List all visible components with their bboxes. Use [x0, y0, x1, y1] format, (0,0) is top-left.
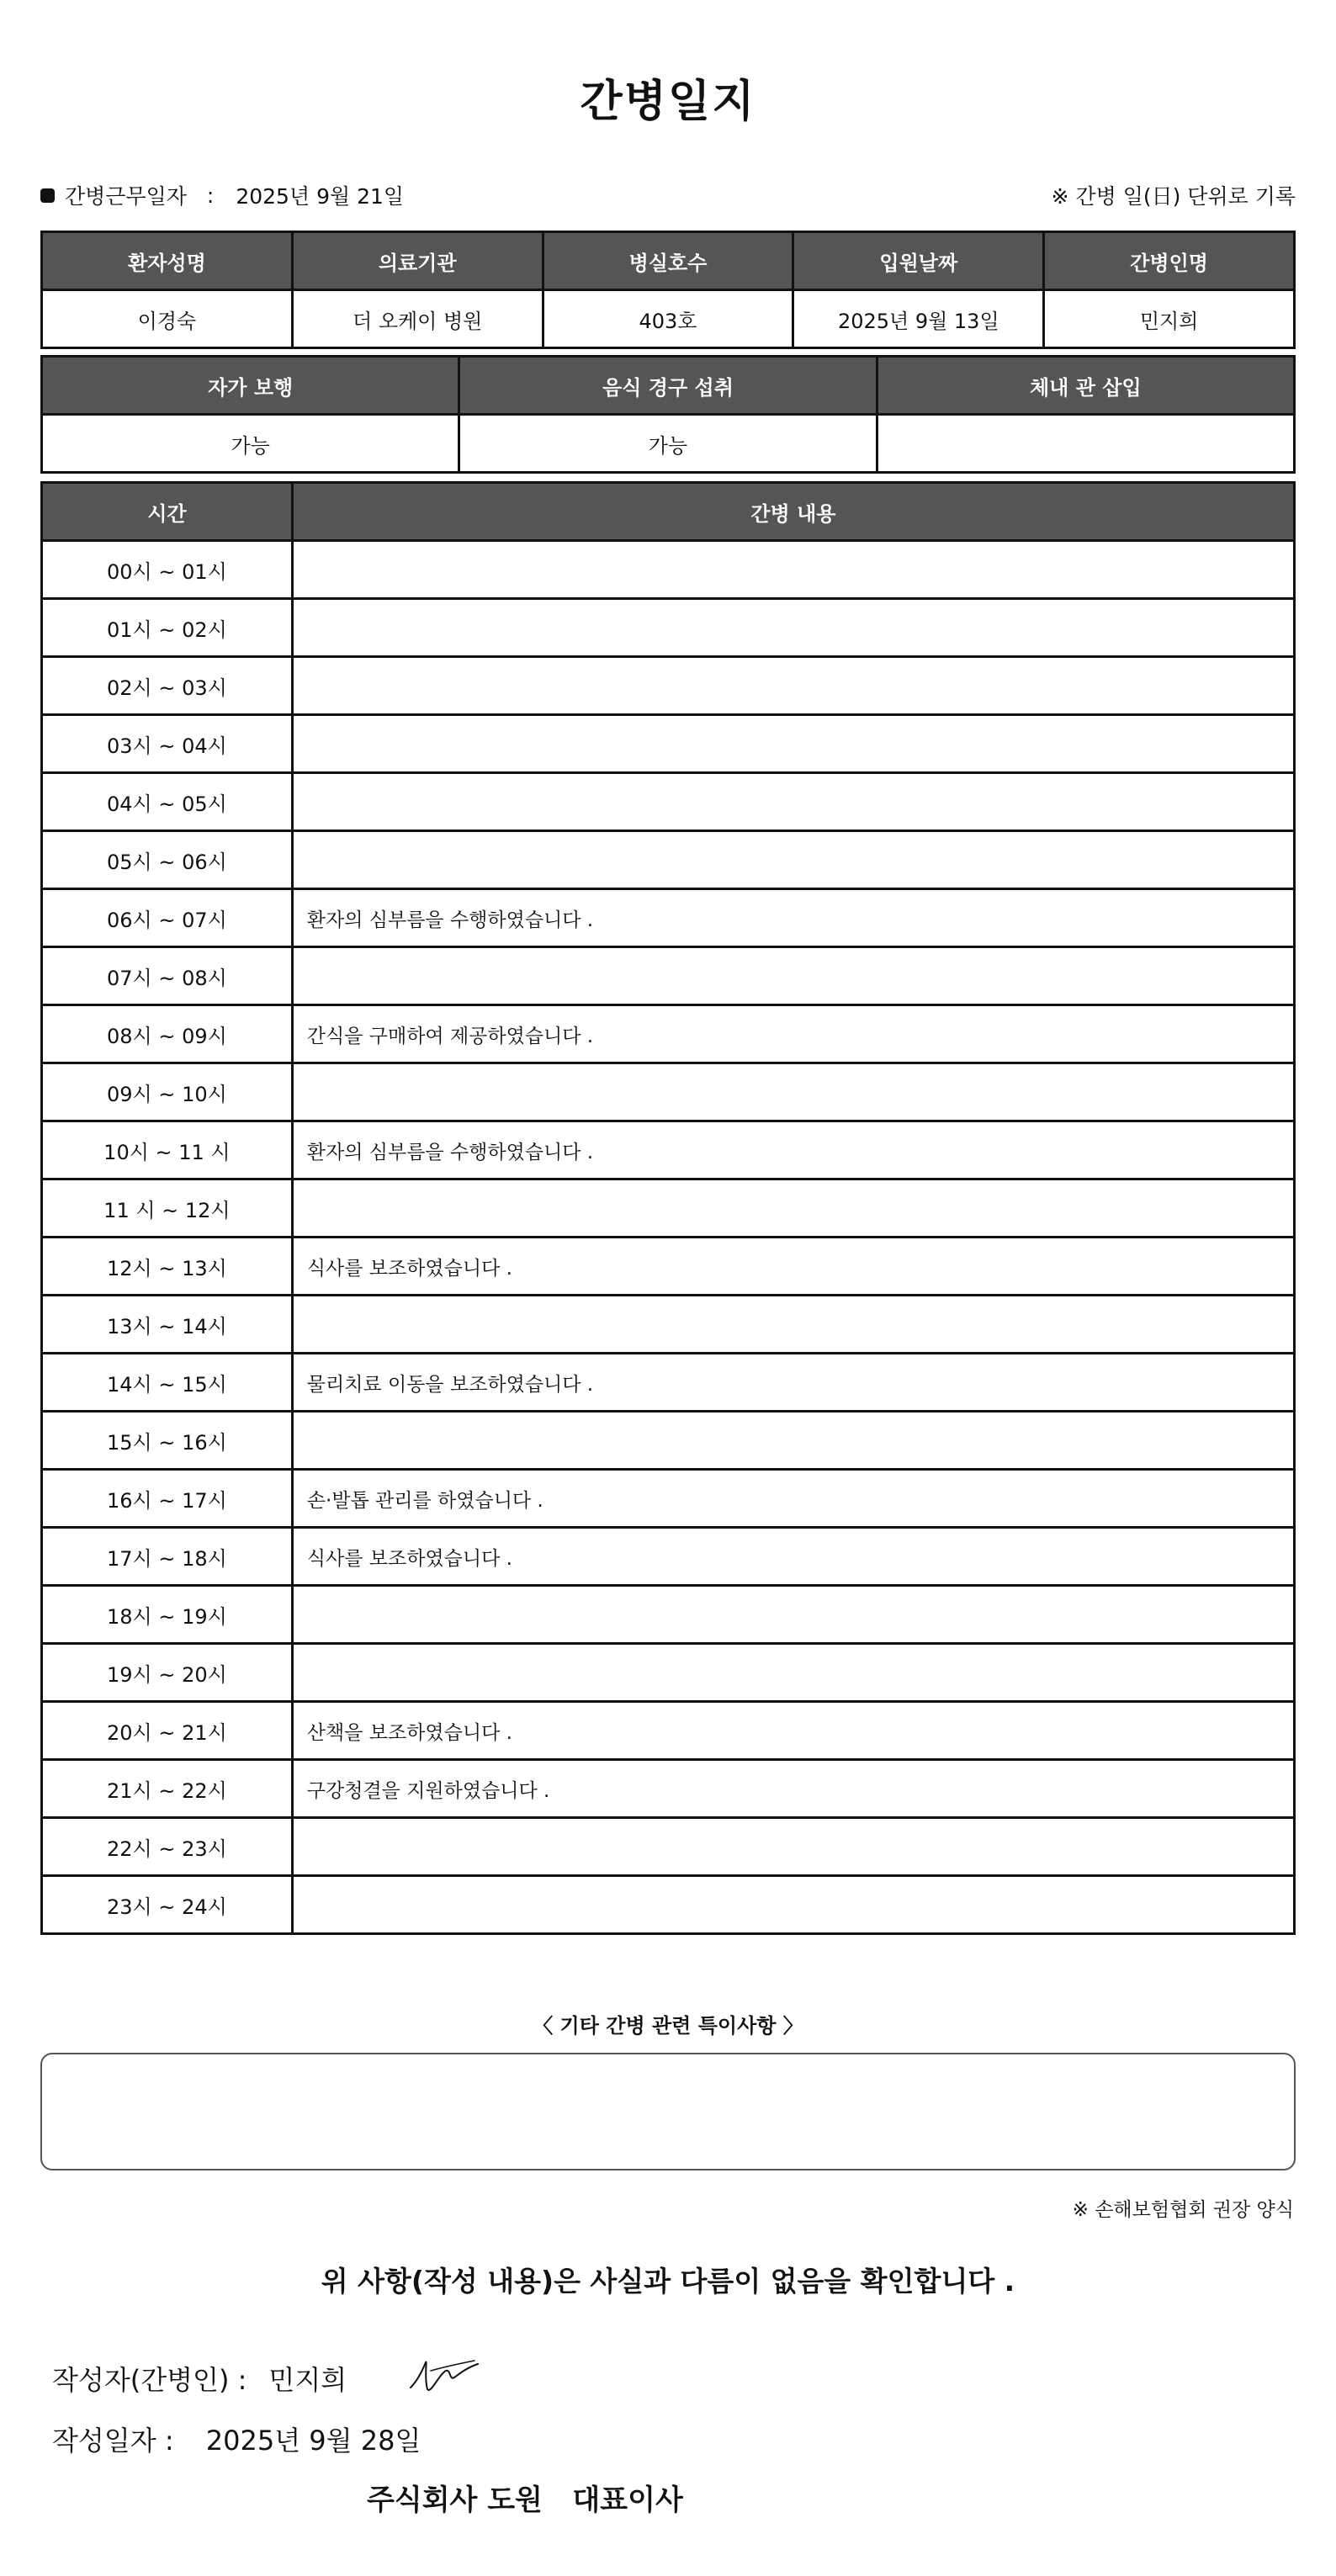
work-date-value: 2025년 9월 21일	[236, 184, 405, 209]
log-content-cell	[292, 1063, 1294, 1121]
recommended-form-note: ※ 손해보험협회 권장 양식	[1072, 2199, 1294, 2221]
log-row	[42, 1644, 1295, 1702]
patient-status-table	[40, 355, 1296, 474]
log-content-cell	[292, 1876, 1294, 1934]
log-row	[42, 1179, 1295, 1238]
misc-notes-box	[40, 2053, 1296, 2171]
log-content-cell	[292, 541, 1294, 599]
caregiver-name-value: 민지희	[1044, 290, 1295, 348]
log-content-cell: 환자의 심부름을 수행하였습니다 .	[292, 1121, 1294, 1179]
status-value-row	[42, 415, 1295, 473]
log-content-cell	[292, 947, 1294, 1005]
log-row	[42, 1528, 1295, 1586]
log-time-cell: 11 시 ~ 12시	[42, 1179, 293, 1238]
log-content-cell: 환자의 심부름을 수행하였습니다 .	[292, 889, 1294, 947]
header-admission-date: 입원날짜	[793, 232, 1044, 290]
log-content-cell	[292, 715, 1294, 773]
log-content-cell	[292, 1412, 1294, 1470]
company-representative: 주식회사 도원 대표이사	[367, 2483, 683, 2517]
patient-header-row	[42, 232, 1295, 290]
log-row	[42, 773, 1295, 831]
medical-institution-value: 더 오케이 병원	[292, 290, 543, 348]
log-content-cell: 물리치료 이동을 보조하였습니다 .	[292, 1354, 1294, 1412]
log-row	[42, 1412, 1295, 1470]
log-header-row	[42, 483, 1295, 541]
patient-value-row	[42, 290, 1295, 348]
square-bullet-icon	[40, 188, 55, 203]
header-medical-institution: 의료기관	[292, 232, 543, 290]
log-row	[42, 1760, 1295, 1818]
log-time-cell: 19시 ~ 20시	[42, 1644, 293, 1702]
writer-name: 민지희	[268, 2364, 347, 2396]
log-content-cell: 간식을 구매하여 제공하였습니다 .	[292, 1005, 1294, 1063]
log-content-cell	[292, 1296, 1294, 1354]
log-row	[42, 1876, 1295, 1934]
log-time-cell: 00시 ~ 01시	[42, 541, 293, 599]
log-time-cell: 10시 ~ 11 시	[42, 1121, 293, 1179]
log-row	[42, 1005, 1295, 1063]
log-time-cell: 16시 ~ 17시	[42, 1470, 293, 1528]
colon: :	[206, 183, 215, 208]
log-content-cell: 식사를 보조하였습니다 .	[292, 1528, 1294, 1586]
log-row	[42, 1702, 1295, 1760]
log-content-cell: 구강청결을 지원하였습니다 .	[292, 1760, 1294, 1818]
log-time-cell: 07시 ~ 08시	[42, 947, 293, 1005]
log-content-cell: 식사를 보조하였습니다 .	[292, 1238, 1294, 1296]
log-row	[42, 1470, 1295, 1528]
log-row	[42, 1063, 1295, 1121]
log-content-cell	[292, 831, 1294, 889]
status-header-row	[42, 357, 1295, 415]
log-content-cell: 손·발톱 관리를 하였습니다 .	[292, 1470, 1294, 1528]
oral-intake-value: 가능	[459, 415, 877, 473]
log-row	[42, 715, 1295, 773]
log-time-cell: 04시 ~ 05시	[42, 773, 293, 831]
header-time: 시간	[42, 483, 293, 541]
patient-name-value: 이경숙	[42, 290, 293, 348]
work-date-line	[40, 180, 404, 210]
log-content-cell	[292, 1179, 1294, 1238]
signature-icon	[406, 2352, 483, 2404]
misc-notes-title: 〈 기타 간병 관련 특이사항 〉	[533, 2014, 803, 2038]
log-time-cell: 09시 ~ 10시	[42, 1063, 293, 1121]
self-walking-value: 가능	[42, 415, 459, 473]
log-time-cell: 02시 ~ 03시	[42, 657, 293, 715]
log-content-cell	[292, 599, 1294, 657]
log-time-cell: 17시 ~ 18시	[42, 1528, 293, 1586]
log-row	[42, 599, 1295, 657]
log-content-cell	[292, 1818, 1294, 1876]
patient-info-table	[40, 231, 1296, 349]
log-content-cell	[292, 657, 1294, 715]
log-row	[42, 1586, 1295, 1644]
header-care-content: 간병 내용	[292, 483, 1294, 541]
log-content-cell	[292, 773, 1294, 831]
log-time-cell: 12시 ~ 13시	[42, 1238, 293, 1296]
log-time-cell: 01시 ~ 02시	[42, 599, 293, 657]
header-tube-insertion: 체내 관 삽입	[877, 357, 1294, 415]
log-row	[42, 831, 1295, 889]
log-time-cell: 18시 ~ 19시	[42, 1586, 293, 1644]
log-row	[42, 1354, 1295, 1412]
tube-insertion-value	[877, 415, 1294, 473]
writer-label: 작성자(간병인) :	[52, 2364, 247, 2396]
log-time-cell: 14시 ~ 15시	[42, 1354, 293, 1412]
write-date-line	[52, 2420, 421, 2458]
page-title: 간병일지	[580, 77, 756, 127]
log-body	[42, 541, 1295, 1934]
write-date-value: 2025년 9월 28일	[205, 2425, 421, 2457]
log-time-cell: 22시 ~ 23시	[42, 1818, 293, 1876]
care-log-table	[40, 481, 1296, 1935]
header-oral-intake: 음식 경구 섭취	[459, 357, 877, 415]
log-content-cell	[292, 1586, 1294, 1644]
writer-line	[52, 2352, 483, 2404]
log-row	[42, 1238, 1295, 1296]
log-row	[42, 541, 1295, 599]
log-content-cell: 산책을 보조하였습니다 .	[292, 1702, 1294, 1760]
log-row	[42, 889, 1295, 947]
log-time-cell: 15시 ~ 16시	[42, 1412, 293, 1470]
header-caregiver-name: 간병인명	[1044, 232, 1295, 290]
log-time-cell: 20시 ~ 21시	[42, 1702, 293, 1760]
log-time-cell: 08시 ~ 09시	[42, 1005, 293, 1063]
log-time-cell: 03시 ~ 04시	[42, 715, 293, 773]
admission-date-value: 2025년 9월 13일	[793, 290, 1044, 348]
room-number-value: 403호	[543, 290, 793, 348]
log-time-cell: 13시 ~ 14시	[42, 1296, 293, 1354]
log-row	[42, 1818, 1295, 1876]
log-row	[42, 657, 1295, 715]
log-time-cell: 21시 ~ 22시	[42, 1760, 293, 1818]
header-room-number: 병실호수	[543, 232, 793, 290]
log-content-cell	[292, 1644, 1294, 1702]
write-date-label: 작성일자 :	[52, 2425, 174, 2457]
log-row	[42, 1296, 1295, 1354]
record-unit-note: ※ 간병 일(日) 단위로 기록	[1051, 184, 1296, 209]
header-self-walking: 자가 보행	[42, 357, 459, 415]
log-time-cell: 05시 ~ 06시	[42, 831, 293, 889]
log-row	[42, 947, 1295, 1005]
work-date-label: 간병근무일자	[65, 184, 187, 209]
log-row	[42, 1121, 1295, 1179]
header-patient-name: 환자성명	[42, 232, 293, 290]
confirmation-statement: 위 사항(작성 내용)은 사실과 다름이 없음을 확인합니다 .	[321, 2265, 1015, 2298]
log-time-cell: 06시 ~ 07시	[42, 889, 293, 947]
log-time-cell: 23시 ~ 24시	[42, 1876, 293, 1934]
